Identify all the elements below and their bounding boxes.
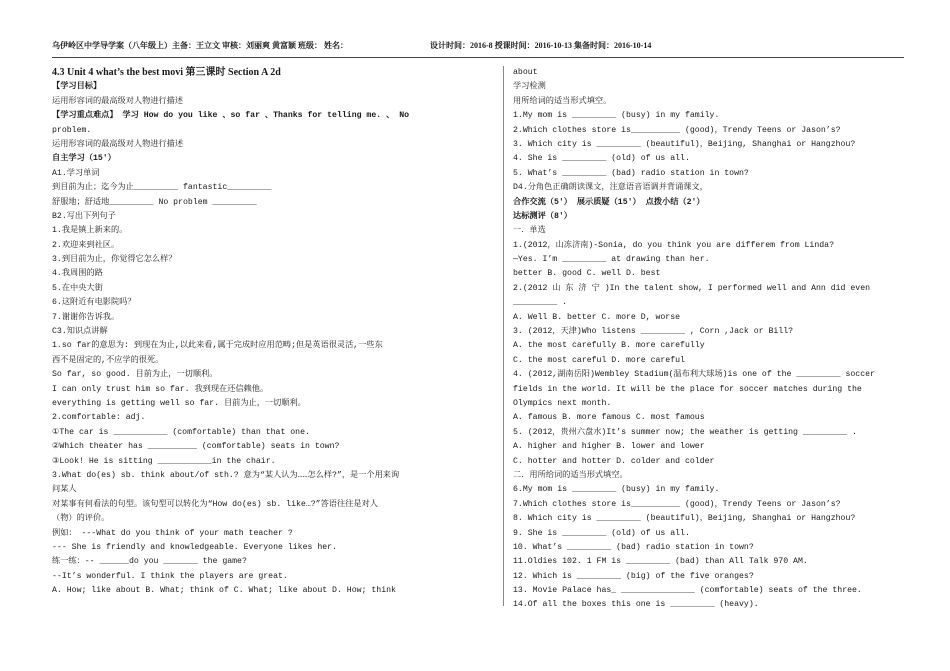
text-line: 【学习重点难点】 学习 How do you like 、so far 、Thanks for telling me. 、 No	[52, 111, 410, 121]
text-line: 4.我周围的路	[52, 269, 103, 279]
text-line: 7.谢谢你告诉我。	[52, 312, 120, 322]
text-line: 达标测评（8′）	[513, 211, 572, 221]
text-line: I can only trust him so far. 我到现在还信赖他。	[52, 384, 269, 394]
text-line: 4. (2012,湖南岳阳)Wembley Stadium(温布利大球场)is one of the _________ soccer	[513, 370, 875, 380]
page-header	[52, 40, 902, 54]
text-line: 合作交流（5′） 展示质疑（15′） 点拨小结（2′）	[513, 197, 705, 207]
left-column	[52, 66, 498, 598]
header-right: 设计时间：2016-8 授课时间：2016-10-13 集备时间：2016-10-14	[430, 41, 652, 50]
text-line: --It’s wonderful. I think the players are great.	[52, 571, 288, 581]
text-line: 13. Movie Palace has_ _______________ (comfortable) seats of the three.	[513, 586, 862, 596]
text-line: 11.Oldies 102. 1 FM is _________ (bad) than All Talk 970 AM.	[513, 557, 808, 567]
text-line: 用所给词的适当形式填空。	[513, 96, 612, 106]
text-line: 1.so far的意思为: 到现在为止,以此来看,属于完成时应用范畴;但是英语很灵活,一些东	[52, 341, 383, 351]
text-line: 1.My mom is _________ (busy) in my family.	[513, 111, 720, 121]
column-divider	[503, 66, 504, 606]
text-line: 3.到目前为止，你觉得它怎么样？	[52, 255, 177, 265]
text-line: 二．用所给词的适当形式填空。	[513, 470, 628, 480]
text-line: （物）的评价。	[52, 514, 110, 524]
text-line: A. higher and higher B. lower and lower	[513, 442, 705, 452]
text-line: A. famous B. more famous C. most famous	[513, 413, 705, 423]
text-line: 练一练：-- ______do you _______ the game?	[52, 557, 247, 567]
text-line: 3.What do(es) sb. think about/of sth.? 意为“某人认为……怎么样?”，是一个用来询	[52, 470, 400, 480]
text-line: B2.写出下列句子	[52, 211, 116, 221]
text-line: 10. What’s _________ (bad) radio station in town?	[513, 542, 754, 552]
text-line: 4.3 Unit 4 what’s the best movi 第三课时 Section A 2d	[52, 67, 281, 78]
text-line: A. Well B. better C. more D, worse	[513, 312, 681, 322]
text-line: 运用形容词的最高级对人物进行描述	[52, 139, 184, 149]
text-line: 例如： ---What do you think of your math teacher ?	[52, 528, 293, 538]
text-line: 1.(2012，山冻济南)-Sonia, do you think you are differem from Linda?	[513, 240, 834, 250]
text-line: problem.	[52, 125, 92, 135]
text-line: _________ .	[513, 298, 568, 308]
text-line: 7.Which clothes store is__________ (good)，Trendy Teens or Jason’s?	[513, 499, 841, 509]
text-line: everything is getting well so far. 目前为止，一切顺利。	[52, 398, 306, 408]
text-line: 【学习目标】	[52, 82, 102, 92]
text-line: ②Which theater has __________ (comfortable) seats in town?	[52, 442, 340, 452]
text-line: 12. Which is _________ (big) of the five oranges?	[513, 571, 754, 581]
header-rule	[52, 57, 904, 58]
text-line: 6.My mom is _________ (busy) in my family.	[513, 485, 720, 495]
text-line: better B. good C. well D. best	[513, 269, 661, 279]
text-line: fields in the world. It will be the place for soccer matches during the	[513, 384, 862, 394]
text-line: So far, so good. 目前为止，一切顺利。	[52, 370, 218, 380]
text-line: A. How; like about B. What; think of C. What; like about D. How; think	[52, 586, 396, 596]
text-line: 6.这附近有电影院吗？	[52, 298, 136, 308]
text-line: 3. (2012，天津)Who listens _________ , Corn ,Jack or Bill?	[513, 327, 794, 337]
text-line: D4.分角色正确朗读课文，注意语音语调并背诵课文，	[513, 183, 708, 193]
text-line: 2.(2012 山 东 济 宁 )In the talent show, I performed well and Ann did even	[513, 283, 871, 293]
text-line: 到目前为止；迄今为止_________ fantastic_________	[52, 183, 272, 193]
text-line: 2.Which clothes store is__________ (good)，Trendy Teens or Jason’s?	[513, 125, 841, 135]
text-line: 学习检测	[513, 82, 546, 92]
text-line: A. the most carefully B. more carefully	[513, 341, 705, 351]
header-left: 乌伊岭区中学导学案（八年级上）主备：王立文 审核：刘丽爽 黄富颖 班级： 姓名：	[52, 41, 348, 50]
text-line: 5.在中央大街	[52, 283, 103, 293]
text-line: 5. What’s _________ (bad) radio station in town?	[513, 168, 749, 178]
text-line: C. the most careful D. more careful	[513, 355, 685, 365]
text-line: Olympics next month.	[513, 398, 612, 408]
text-line: 运用形容词的最高级对人物进行描述	[52, 96, 184, 106]
text-line: 4. She is _________ (old) of us all.	[513, 154, 690, 164]
text-line: 14.Of all the boxes this one is _________ (heavy).	[513, 600, 759, 610]
text-line: 2.comfortable: adj.	[52, 413, 146, 423]
text-line: about	[513, 68, 538, 77]
text-line: 3. Which city is _________ (beautiful)，Beijing, Shanghai or Hangzhou?	[513, 139, 856, 149]
text-line: C3.知识点讲解	[52, 327, 108, 337]
text-line: 2.欢迎来到社区。	[52, 240, 120, 250]
text-line: 对某事有何看法的句型。该句型可以转化为“How do(es) sb. like…?”答语往往是对人	[52, 499, 378, 509]
text-line: ①The car is ___________ (comfortable) than that one.	[52, 427, 310, 437]
text-line: 问某人	[52, 485, 77, 495]
text-line: 1.我是镇上新来的。	[52, 226, 128, 236]
text-line: ③Look! He is sitting ___________in the chair.	[52, 456, 276, 466]
text-line: 自主学习（15′）	[52, 154, 116, 164]
text-line: C. hotter and hotter D. colder and colder	[513, 456, 715, 466]
right-column	[513, 66, 905, 613]
text-line: --- She is friendly and knowledgeable. Everyone likes her.	[52, 542, 337, 552]
text-line: —Yes. I’m _________ at drawing than her.	[513, 255, 710, 265]
text-line: 5. (2012，贵州六盘水)It’s summer now; the weather is getting _________ .	[513, 427, 857, 437]
text-line: 8. Which city is _________ (beautiful)，Beijing, Shanghai or Hangzhou?	[513, 514, 856, 524]
text-line: 舒服地；舒适地_________ No problem _________	[52, 197, 257, 207]
text-line: 一．单选	[513, 226, 546, 236]
text-line: 西不是固定的,不应学的很死。	[52, 355, 164, 365]
text-line: 9. She is _________ (old) of us all.	[513, 528, 690, 538]
text-line: A1.学习单词	[52, 168, 100, 178]
